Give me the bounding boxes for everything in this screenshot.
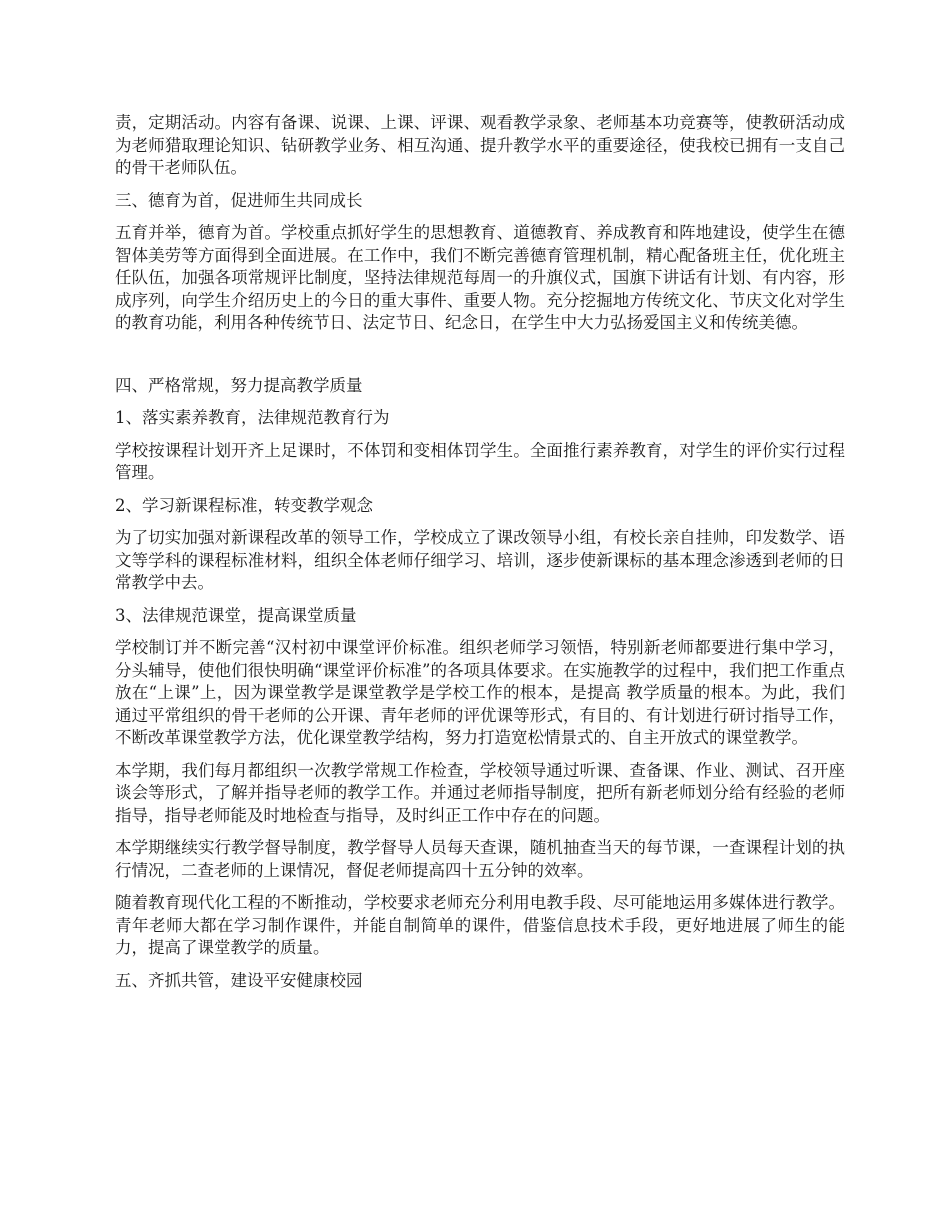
subheading-4-1: 1、落实素养教育，法律规范教育行为 — [115, 408, 390, 427]
paragraph-quality-education: 学校按课程计划开齐上足课时，不体罚和变相体罚学生。全面推行素养教育，对学生的评价实行过程管理。 — [115, 440, 845, 482]
paragraph-new-curriculum: 为了切实加强对新课程改革的领导工作，学校成立了课改领导小组，有校长亲自挂帅，印发数学、语文等学科的课程标准材料，组织全体老师仔细学习、培训，逐步使新课标的基本理念渗透到老师的日常教学中去。 — [115, 528, 845, 592]
subheading-4-3: 3、法律规范课堂，提高课堂质量 — [115, 605, 357, 625]
heading-section-3: 三、德育为首，促进师生共同成长 — [115, 190, 363, 210]
paragraph-supervision: 本学期继续实行教学督导制度，教学督导人员每天查课，随机抽查当天的每节课，一查课程计划的执行情况，二查老师的上课情况，督促老师提高四十五分钟的效率。 — [115, 838, 845, 880]
paragraph-routine-inspection: 本学期，我们每月都组织一次教学常规工作检查，学校领导通过听课、查备课、作业、测试、召开座谈会等形式，了解并指导老师的教学工作。并通过老师指导制度，把所有新老师划分给有经验的老师指导，指导老师能及时地检查与指导，及时纠正工作中存在的问题。 — [115, 760, 845, 825]
paragraph-teaching-research-end: 责，定期活动。内容有备课、说课、上课、评课、观看教学录象、老师基本功竞赛等，使教研活动成为老师猎取理论知识、钻研教学业务、相互沟通、提升教学水平的重要途径，使我校已拥有一支自己的骨干老师队伍。 — [115, 113, 845, 177]
heading-section-5: 五、齐抓共管，建设平安健康校园 — [115, 970, 363, 990]
paragraph-multimedia: 随着教育现代化工程的不断推动，学校要求老师充分利用电教手段、尽可能地运用多媒体进行教学。青年老师大都在学习制作课件，并能自制简单的课件，借鉴信息技术手段，更好地进展了师生的能力，提高了课堂教学的质量。 — [115, 893, 845, 957]
paragraph-moral-education: 五育并举，德育为首。学校重点抓好学生的思想教育、道德教育、养成教育和阵地建设，使学生在德智体美劳等方面得到全面进展。在工作中，我们不断完善德育管理机制，精心配备班主任，优化班主任队伍，加强各项常规评比制度，坚持法律规范每周一的升旗仪式，国旗下讲话有计划、有内容，形成序列，向学生介绍历史上的今日的重大事件、重要人物。充分挖掘地方传统文化、节庆文化对学生的教育功能，利用各种传统节日、法定节日、纪念日，在学生中大力弘扬爱国主义和传统美德。 — [115, 223, 845, 332]
document-page — [115, 112, 845, 1002]
paragraph-classroom-standard: 学校制订并不断完善“汉村初中课堂评价标准。组织老师学习领悟，特别新老师都要进行集中学习，分头辅导，使他们很快明确“课堂评价标准”的各项具体要求。在实施教学的过程中，我们把工作重点放在“上课”上，因为课堂教学是课堂教学是学校工作的根本，是提高 教学质量的根本。为此，我们通过平常组织的骨干老师的公开课、青年老师的评优课等形式，有目的、有计划进行研讨指导工作，不断改革课堂教学方法，优化课堂教学结构，努力打造宽松情景式的、自主开放式的课堂教学。 — [115, 638, 845, 747]
section-gap — [115, 345, 845, 375]
subheading-4-2: 2、学习新课程标准，转变教学观念 — [115, 495, 373, 515]
heading-section-4: 四、严格常规，努力提高教学质量 — [115, 375, 363, 395]
